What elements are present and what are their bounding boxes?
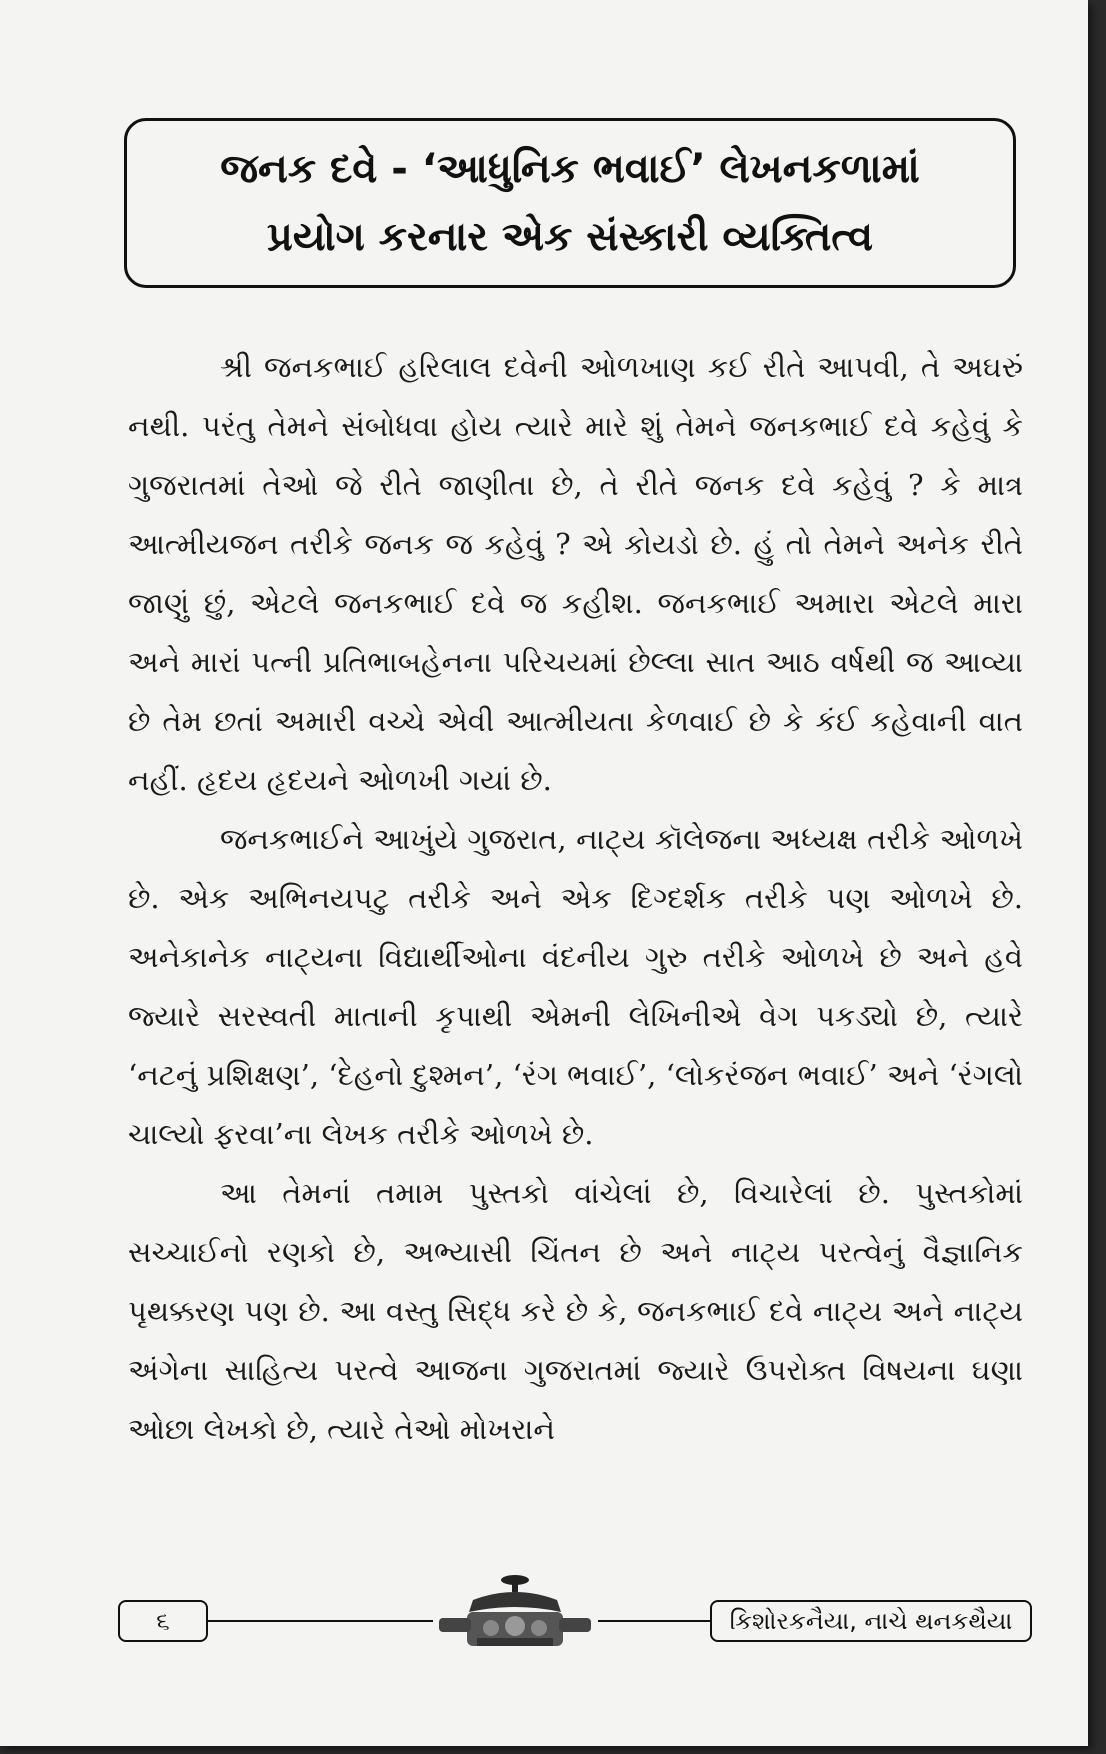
chapter-heading-line-1: જનક દવે - ‘આધુનિક ભવાઈ’ લેખનકળામાં xyxy=(220,146,920,192)
paragraph-3: આ તેમનાં તમામ પુસ્તકો વાંચેલાં છે, વિચારેલાં છે. પુસ્તકોમાં સચ્ચાઈનો રણકો છે, અભ્યાસી ચિંતન છે અને નાટ્ય પરત્વેનું વૈજ્ઞાનિક પૃથક્કરણ પણ છે. આ વસ્તુ સિદ્ધ કરે છે કે, જનકભાઈ દવે નાટ્ય અને નાટ્ય અંગેના સાહિત્ય પરત્વે આજના ગુજરાતમાં જ્યારે ઉપરોક્ત વિષયના ઘણા ઓછા લેખકો છે, ત્યારે તેઓ મોખરાને xyxy=(128,1176,1023,1446)
book-title: કિશોરકનૈયા, નાચે થનકથૈયા xyxy=(710,1600,1032,1642)
paragraph-2: જનકભાઈને આખુંયે ગુજરાત, નાટ્ય કૉલેજના અધ્યક્ષ તરીકે ઓળખે છે. એક અભિનયપટુ તરીકે અને એક દિગ્દર્શક તરીકે પણ ઓળખે છે. અનેકાનેક નાટ્યના વિદ્યાર્થીઓના વંદનીય ગુરુ તરીકે ઓળખે છે અને હવે જ્યારે સરસ્વતી માતાની કૃપાથી એમની લેખિનીએ વેગ પકડ્યો છે, ત્યારે ‘નટનું પ્રશિક્ષણ’, ‘દેહનો દુશ્મન’, ‘રંગ ભવાઈ’, ‘લોકરંજન ભવાઈ’ અને ‘રંગલો ચાલ્યો ફરવા’ના લેખક તરીકે ઓળખે છે. xyxy=(128,822,1023,1151)
page-number: ૬ xyxy=(118,1600,208,1642)
decorative-emblem-icon xyxy=(433,1572,598,1652)
paragraph-1: શ્રી જનકભાઈ હરિલાલ દવેની ઓળખાણ કઈ રીતે આપવી, તે અઘરું નથી. પરંતુ તેમને સંબોધવા હોય ત્યારે મારે શું તેમને જનકભાઈ દવે કહેવું કે ગુજરાતમાં તેઓ જે રીતે જાણીતા છે, તે રીતે જનક દવે કહેવું ? કે માત્ર આત્મીયજન તરીકે જનક જ કહેવું ? એ કોયડો છે. હું તો તેમને અનેક રીતે જાણું છું, એટલે જનકભાઈ દવે જ કહીશ. જનકભાઈ અમારા એટલે મારા અને મારાં પત્ની પ્રતિભાબહેનના પરિચયમાં છેલ્લા સાત આઠ વર્ષથી જ આવ્યા છે તેમ છતાં અમારી વચ્ચે એવી આત્મીયતા કેળવાઈ છે કે કંઈ કહેવાની વાત નહીં. હૃદય હૃદયને ઓળખી ગયાં છે. xyxy=(128,350,1023,797)
chapter-heading-box xyxy=(124,118,1016,288)
footer-rule-right xyxy=(598,1620,710,1622)
page-footer xyxy=(118,1598,1038,1646)
footer-rule-left xyxy=(208,1620,433,1622)
chapter-heading-line-2: પ્રયોગ કરનાર એક સંસ્કારી વ્યક્તિત્વ xyxy=(266,214,874,260)
body-text xyxy=(128,338,1023,1459)
